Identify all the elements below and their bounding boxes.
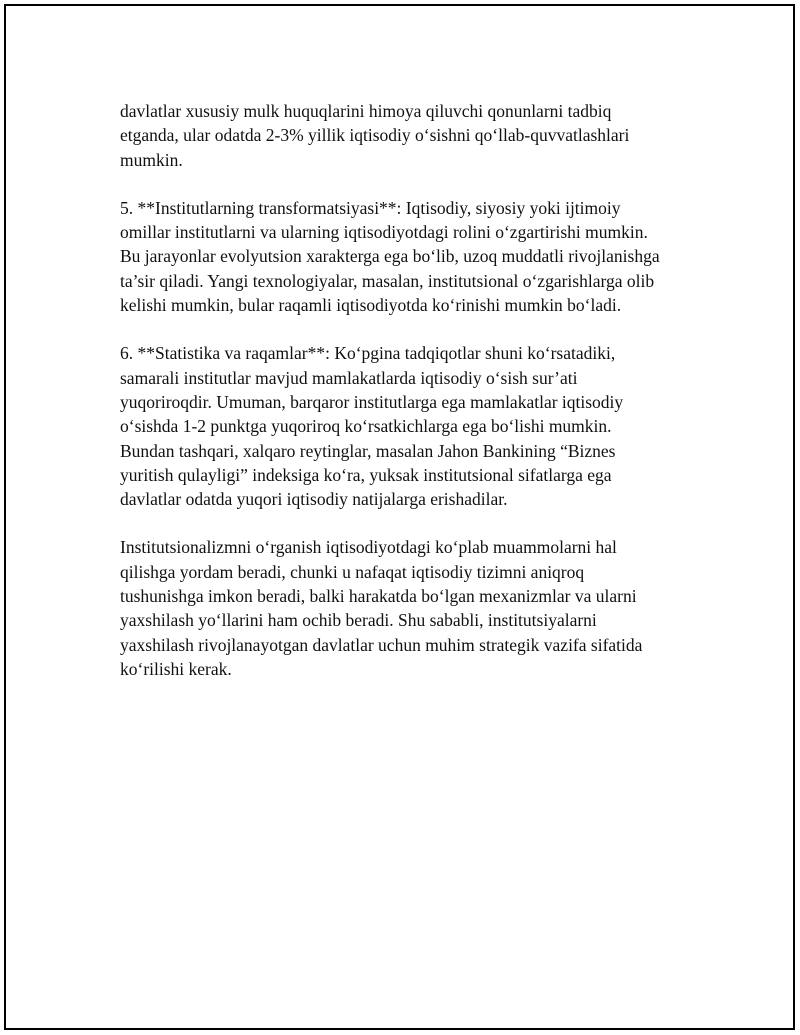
paragraph-continuation [120,99,710,172]
text-line: 5. **Institutlarning transformatsiyasi**: Iqtisodiy, siyosiy yoki ijtimoiy [120,197,621,218]
text-line: o‘sishda 1-2 punktga yuqoriroq ko‘rsatkichlarga ega bo‘lishi mumkin. [120,416,612,437]
text-line: etganda, ular odatda 2-3% yillik iqtisodiy o‘sishni qo‘llab-quvvatlashlari [120,125,630,146]
document-page [4,4,795,1030]
text-line: yuritish qulayligi” indeksiga ko‘ra, yuksak institutsional sifatlarga ega [120,464,612,485]
paragraph-institutional-transformation [120,196,710,317]
paragraph-statistics [120,341,710,511]
text-line: yaxshilash yo‘llarini ham ochib beradi. Shu sababli, institutsiyalarni [120,610,597,631]
text-line: mumkin. [120,149,183,170]
text-line: kelishi mumkin, bular raqamli iqtisodiyotda ko‘rinishi mumkin bo‘ladi. [120,295,622,316]
text-line: samarali institutlar mavjud mamlakatlarda iqtisodiy o‘sish sur’ati [120,367,578,388]
text-line: yaxshilash rivojlanayotgan davlatlar uchun muhim strategik vazifa sifatida [120,634,643,655]
text-line: qilishga yordam beradi, chunki u nafaqat iqtisodiy tizimni aniqroq [120,561,585,582]
text-line: omillar institutlarni va ularning iqtisodiyotdagi rolini o‘zgartirishi mumkin. [120,222,648,243]
text-line: Institutsionalizmni o‘rganish iqtisodiyotdagi ko‘plab muammolarni hal [120,537,617,558]
text-line: ta’sir qiladi. Yangi texnologiyalar, masalan, institutsional o‘zgarishlarga olib [120,270,655,291]
text-line: tushunishga imkon beradi, balki harakatda bo‘lgan mexanizmlar va ularni [120,586,637,607]
text-line: 6. **Statistika va raqamlar**: Ko‘pgina tadqiqotlar shuni ko‘rsatadiki, [120,343,616,364]
text-line: ko‘rilishi kerak. [120,658,232,679]
text-line: davlatlar odatda yuqori iqtisodiy natijalarga erishadilar. [120,489,508,510]
text-line: davlatlar xususiy mulk huquqlarini himoya qiluvchi qonunlarni tadbiq [120,101,612,121]
text-line: yuqoriroqdir. Umuman, barqaror institutlarga ega mamlakatlar iqtisodiy [120,391,624,412]
paragraph-conclusion [120,535,710,681]
text-line: Bu jarayonlar evolyutsion xarakterga ega bo‘lib, uzoq muddatli rivojlanishga [120,246,660,267]
document-body [120,99,710,705]
text-line: Bundan tashqari, xalqaro reytinglar, masalan Jahon Bankining “Biznes [120,440,616,461]
